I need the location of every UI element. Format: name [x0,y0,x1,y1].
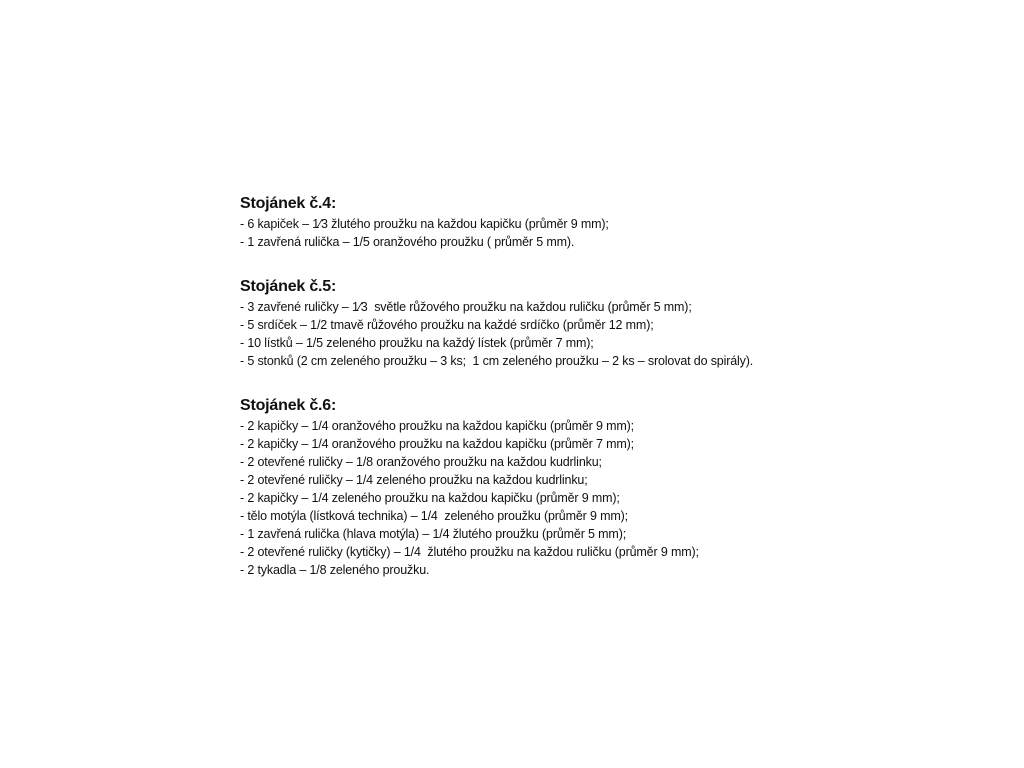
list-item: - 2 kapičky – 1/4 oranžového proužku na každou kapičku (průměr 7 mm); [240,437,635,451]
list-item: - tělo motýla (lístková technika) – 1/4 zeleného proužku (průměr 9 mm); [240,509,628,523]
section-stojanek-6 [240,396,1000,579]
list-item: - 2 kapičky – 1/4 zeleného proužku na každou kapičku (průměr 9 mm); [240,491,620,505]
list-item: - 2 tykadla – 1/8 zeleného proužku. [240,563,430,577]
list-item: - 2 otevřené ruličky – 1/8 oranžového proužku na každou kudrlinku; [240,455,602,469]
list-item: - 2 otevřené ruličky – 1/4 zeleného proužku na každou kudrlinku; [240,473,588,487]
section-title: Stojánek č.5: [240,278,337,295]
list-item: - 2 kapičky – 1/4 oranžového proužku na každou kapičku (průměr 9 mm); [240,419,635,433]
section-title: Stojánek č.6: [240,397,337,414]
list-item: - 1 zavřená rulička – 1/5 oranžového proužku ( průměr 5 mm). [240,235,575,249]
list-item: - 3 zavřené ruličky – 1⁄3 světle růžového proužku na každou ruličku (průměr 5 mm); [240,300,692,314]
list-item: - 2 otevřené ruličky (kytičky) – 1/4 žlutého proužku na každou ruličku (průměr 9 mm); [240,545,699,559]
section-stojanek-4 [240,194,1000,251]
list-item: - 6 kapiček – 1⁄3 žlutého proužku na každou kapičku (průměr 9 mm); [240,217,609,231]
document-body [240,194,1000,605]
list-item: - 5 stonků (2 cm zeleného proužku – 3 ks; 1 cm zeleného proužku – 2 ks – srolovat do spirály). [240,354,754,368]
section-stojanek-5 [240,277,1000,370]
list-item: - 10 lístků – 1/5 zeleného proužku na každý lístek (průměr 7 mm); [240,336,594,350]
list-item: - 5 srdíček – 1/2 tmavě růžového proužku na každé srdíčko (průměr 12 mm); [240,318,654,332]
list-item: - 1 zavřená rulička (hlava motýla) – 1/4 žlutého proužku (průměr 5 mm); [240,527,627,541]
section-title: Stojánek č.4: [240,195,337,212]
